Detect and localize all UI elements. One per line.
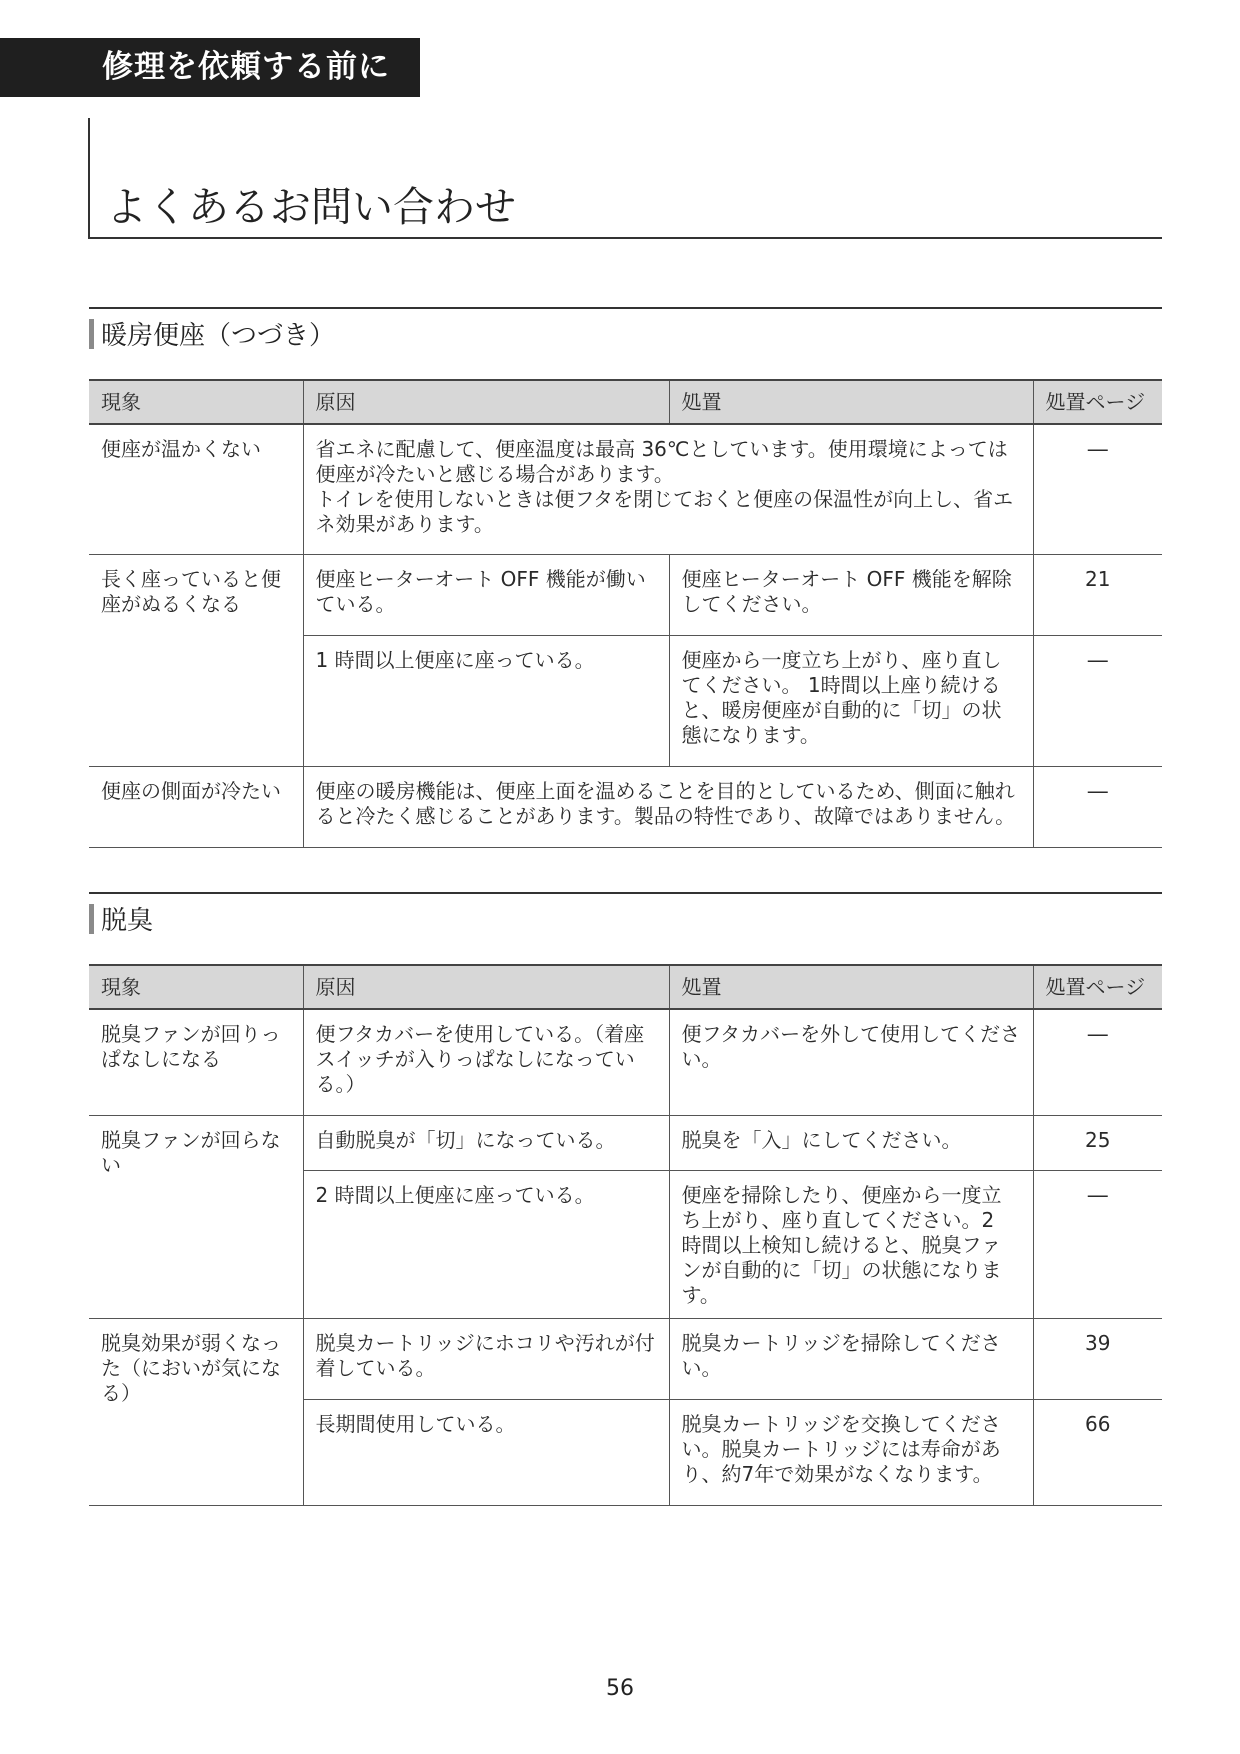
table-row <box>89 424 1162 554</box>
deodorizer-table <box>89 964 1162 1506</box>
phenomenon-cell: 長く座っていると便座がぬるくなる <box>89 554 303 766</box>
header-phenomenon: 現象 <box>89 965 303 1009</box>
heated-seat-table <box>89 379 1162 848</box>
page-cell: 66 <box>1033 1399 1162 1505</box>
cause-cell: 便座ヒーターオート OFF 機能が働いている。 <box>303 554 669 635</box>
header-page: 処置ページ <box>1033 965 1162 1009</box>
action-cell: 便フタカバーを外して使用してください。 <box>669 1009 1033 1115</box>
header-action: 処置 <box>669 380 1033 424</box>
page-cell: ― <box>1033 1170 1162 1318</box>
cause-cell: 自動脱臭が「切」になっている。 <box>303 1115 669 1170</box>
section-marker <box>89 904 94 934</box>
chapter-tab: 修理を依頼する前に <box>0 38 420 97</box>
page-cell: ― <box>1033 424 1162 554</box>
cause-cell: 長期間使用している。 <box>303 1399 669 1505</box>
page-number: 56 <box>606 1676 634 1701</box>
cause-cell <box>303 424 1033 554</box>
page-cell: 21 <box>1033 554 1162 635</box>
table-row <box>89 766 1162 847</box>
table-header-row <box>89 965 1162 1009</box>
header-page: 処置ページ <box>1033 380 1162 424</box>
section-heading-deodorizer <box>89 892 1162 936</box>
section-title: 脱臭 <box>101 906 154 936</box>
section-marker <box>89 319 94 349</box>
header-action: 処置 <box>669 965 1033 1009</box>
table-row <box>89 1115 1162 1170</box>
table-header-row <box>89 380 1162 424</box>
cause-cell: 2 時間以上便座に座っている。 <box>303 1170 669 1318</box>
phenomenon-cell: 脱臭ファンが回りっぱなしになる <box>89 1009 303 1115</box>
phenomenon-cell: 便座の側面が冷たい <box>89 766 303 847</box>
cause-text: 省エネに配慮して、便座温度は最高 36℃としています。使用環境によっては便座が冷たいと感じる場合があります。 <box>315 437 1008 486</box>
action-cell: 便座ヒーターオート OFF 機能を解除してください。 <box>669 554 1033 635</box>
page-cell: ― <box>1033 635 1162 766</box>
cause-cell: 1 時間以上便座に座っている。 <box>303 635 669 766</box>
page-cell: 39 <box>1033 1318 1162 1399</box>
action-cell: 脱臭カートリッジを交換してください。脱臭カートリッジには寿命があり、約7年で効果がなくなります。 <box>669 1399 1033 1505</box>
cause-cell: 便フタカバーを使用している。（着座スイッチが入りっぱなしになっている。） <box>303 1009 669 1115</box>
title-block <box>88 118 1162 239</box>
cause-cell: 脱臭カートリッジにホコリや汚れが付着している。 <box>303 1318 669 1399</box>
section-heading-heated-seat <box>89 307 1162 351</box>
cause-text: トイレを使用しないときは便フタを閉じておくと便座の保温性が向上し、省エネ効果があります。 <box>315 487 1014 536</box>
page-cell: 25 <box>1033 1115 1162 1170</box>
page-title: よくあるお問い合わせ <box>106 183 516 231</box>
header-phenomenon: 現象 <box>89 380 303 424</box>
action-cell: 便座を掃除したり、便座から一度立ち上がり、座り直してください。2 時間以上検知し続けると、脱臭ファンが自動的に「切」の状態になります。 <box>669 1170 1033 1318</box>
action-cell: 脱臭を「入」にしてください。 <box>669 1115 1033 1170</box>
section-title: 暖房便座（つづき） <box>101 321 336 351</box>
cause-cell: 便座の暖房機能は、便座上面を温めることを目的としているため、側面に触れると冷たく感じることがあります。製品の特性であり、故障ではありません。 <box>303 766 1033 847</box>
action-cell: 脱臭カートリッジを掃除してください。 <box>669 1318 1033 1399</box>
header-cause: 原因 <box>303 380 669 424</box>
action-cell: 便座から一度立ち上がり、座り直してください。 1時間以上座り続けると、暖房便座が自動的に「切」の状態になります。 <box>669 635 1033 766</box>
page-cell: ― <box>1033 1009 1162 1115</box>
header-cause: 原因 <box>303 965 669 1009</box>
table-row <box>89 1318 1162 1399</box>
table-row <box>89 1009 1162 1115</box>
page-cell: ― <box>1033 766 1162 847</box>
phenomenon-cell: 便座が温かくない <box>89 424 303 554</box>
phenomenon-cell: 脱臭ファンが回らない <box>89 1115 303 1318</box>
phenomenon-cell: 脱臭効果が弱くなった（においが気になる） <box>89 1318 303 1505</box>
table-row <box>89 554 1162 635</box>
